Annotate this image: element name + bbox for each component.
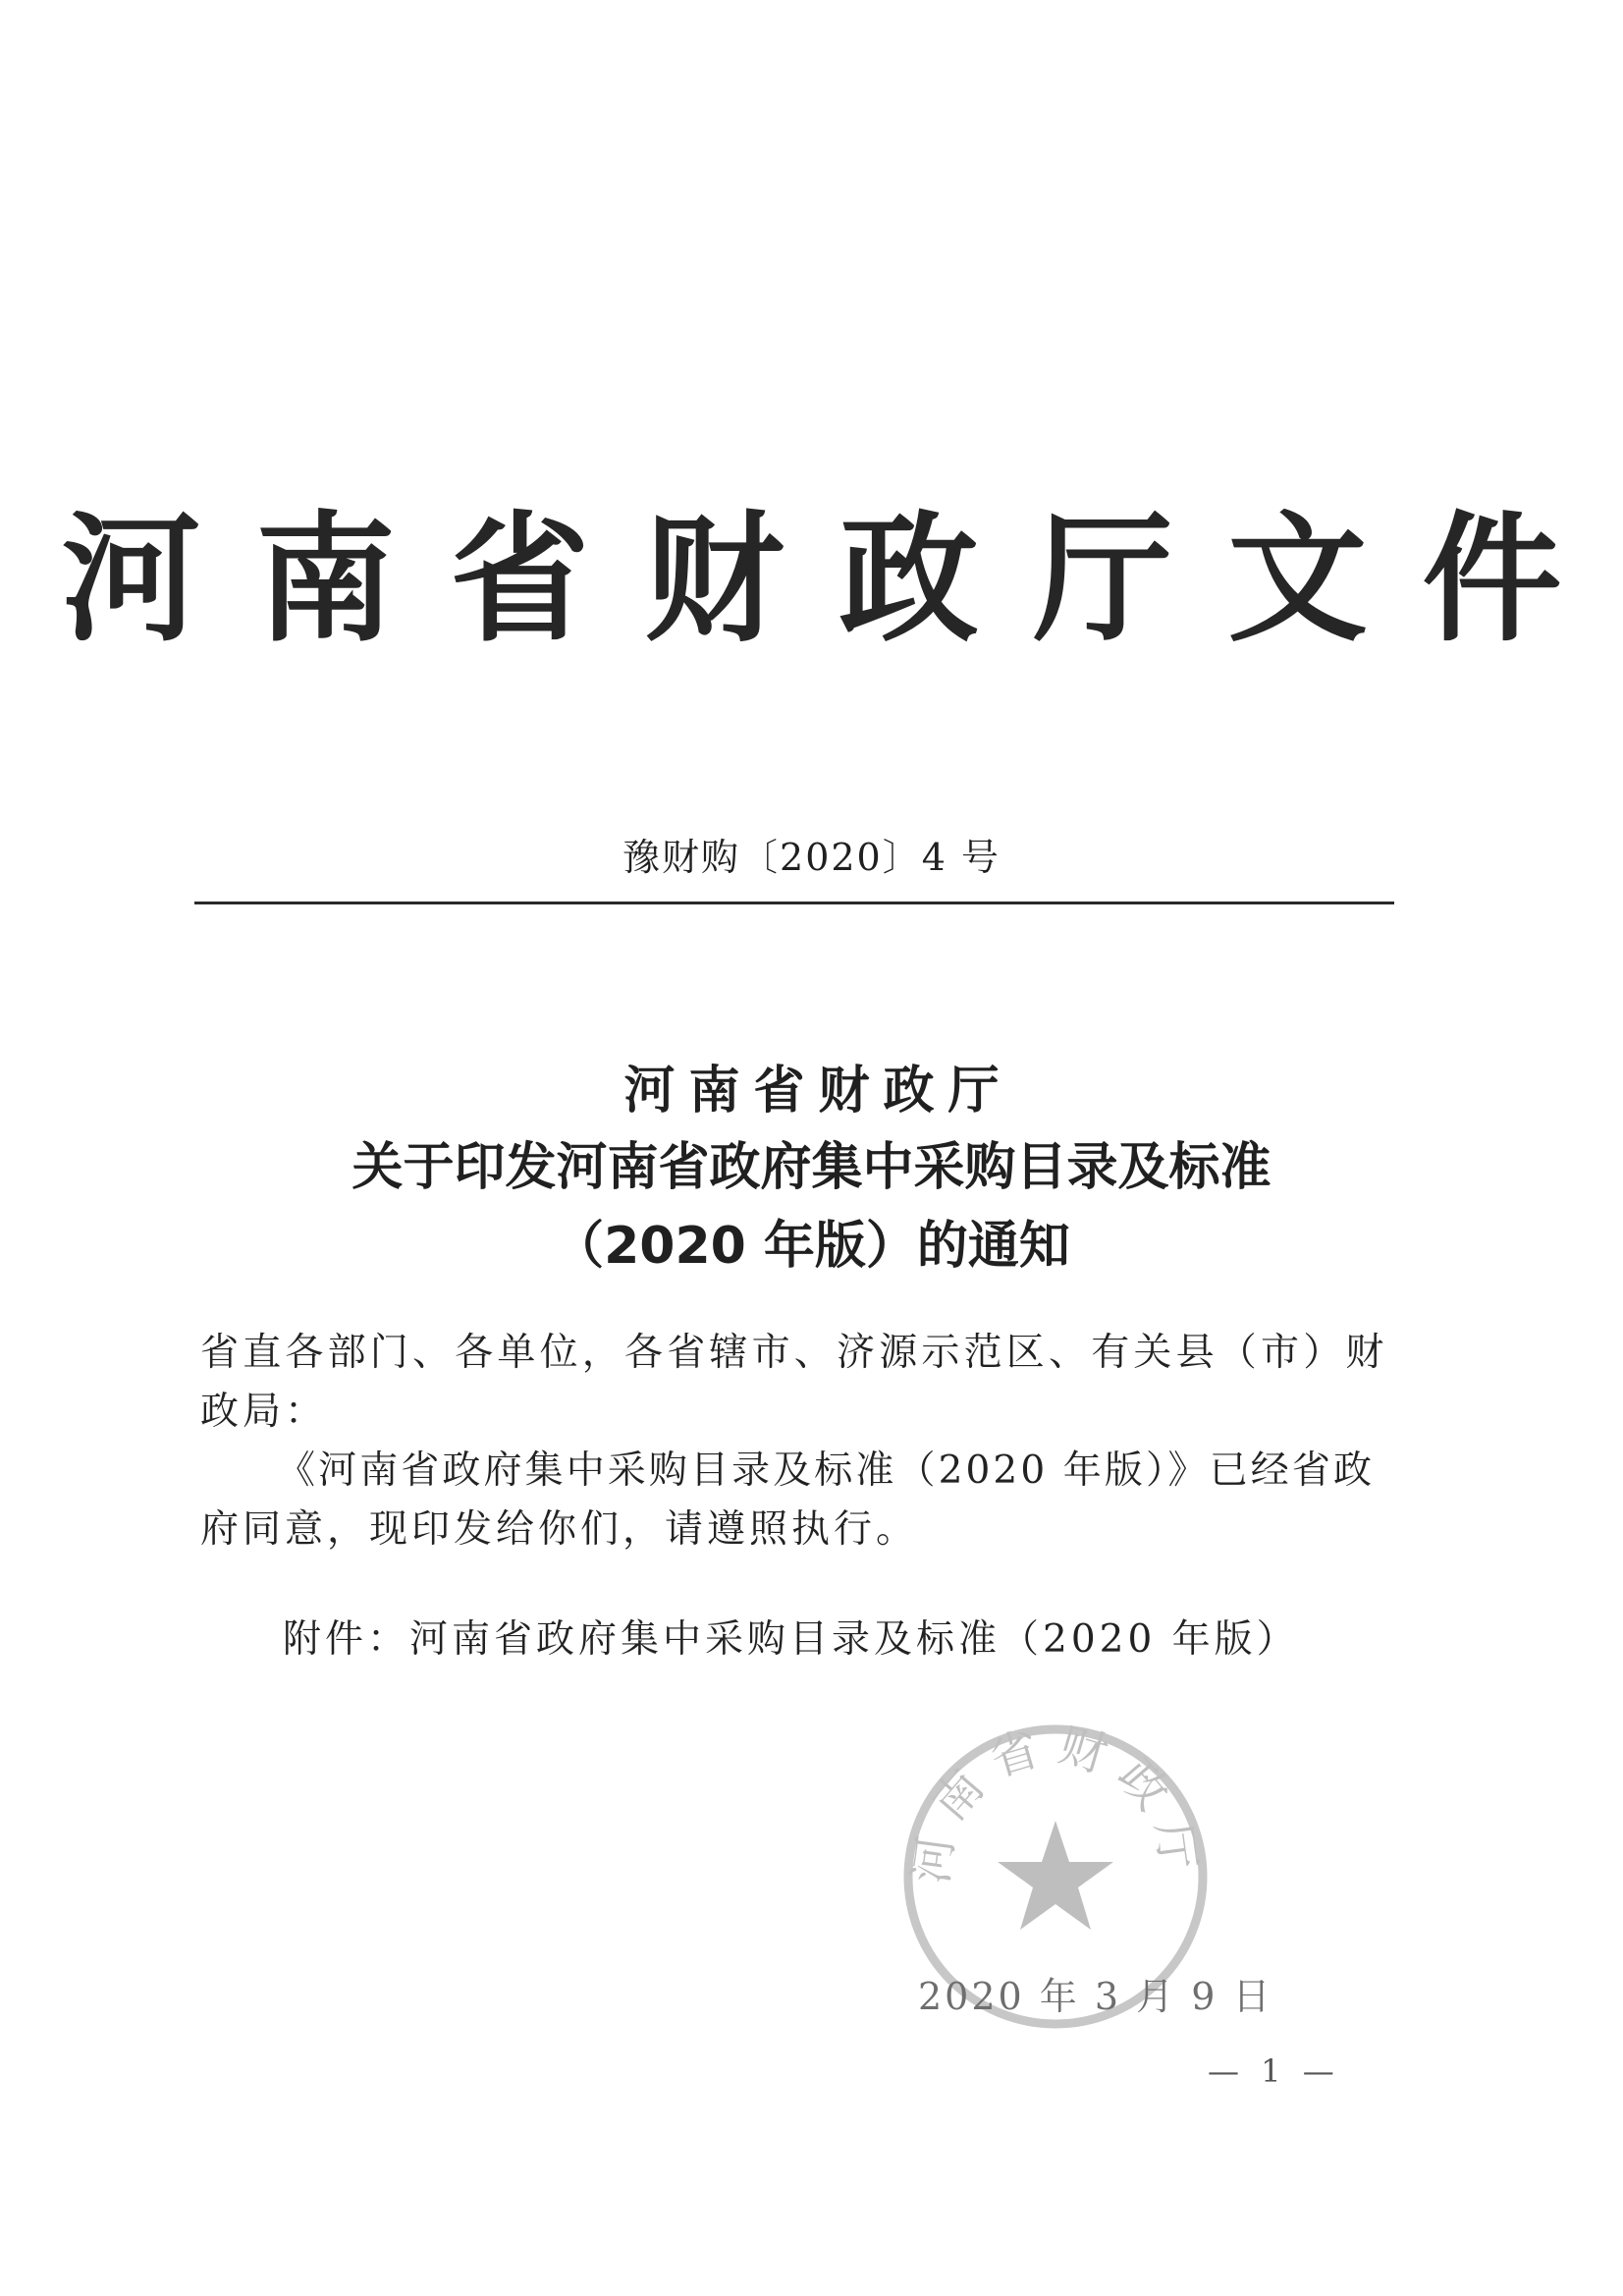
addressee-line-2: 政局： [200, 1390, 328, 1434]
document-header-title: 河南省财政厅文件 [61, 499, 1617, 661]
notice-title-line-2: 关于印发河南省政府集中采购目录及标准 [352, 1138, 1271, 1197]
body-paragraph-line-1: 《河南省政府集中采购目录及标准（2020 年版）》已经省政 [277, 1449, 1376, 1493]
signature-date: 2020 年 3 月 9 日 [918, 1975, 1273, 2018]
seal-text: 河南省财政厅 [903, 1717, 1208, 1887]
addressee-line-1: 省直各部门、各单位，各省辖市、济源示范区、有关县（市）财 [200, 1331, 1388, 1375]
document-number: 豫财购〔2020〕4 号 [622, 836, 1001, 879]
seal-star-icon [998, 1821, 1113, 1930]
header-divider [194, 902, 1394, 904]
notice-title-line-3: （2020 年版）的通知 [553, 1217, 1070, 1276]
attachment-line: 附件：河南省政府集中采购目录及标准（2020 年版） [283, 1617, 1299, 1662]
body-paragraph-line-2: 府同意，现印发给你们，请遵照执行。 [200, 1507, 919, 1552]
notice-title-line-1: 河南省财政厅 [623, 1062, 1013, 1121]
page-number: — 1 — [1208, 2052, 1340, 2090]
